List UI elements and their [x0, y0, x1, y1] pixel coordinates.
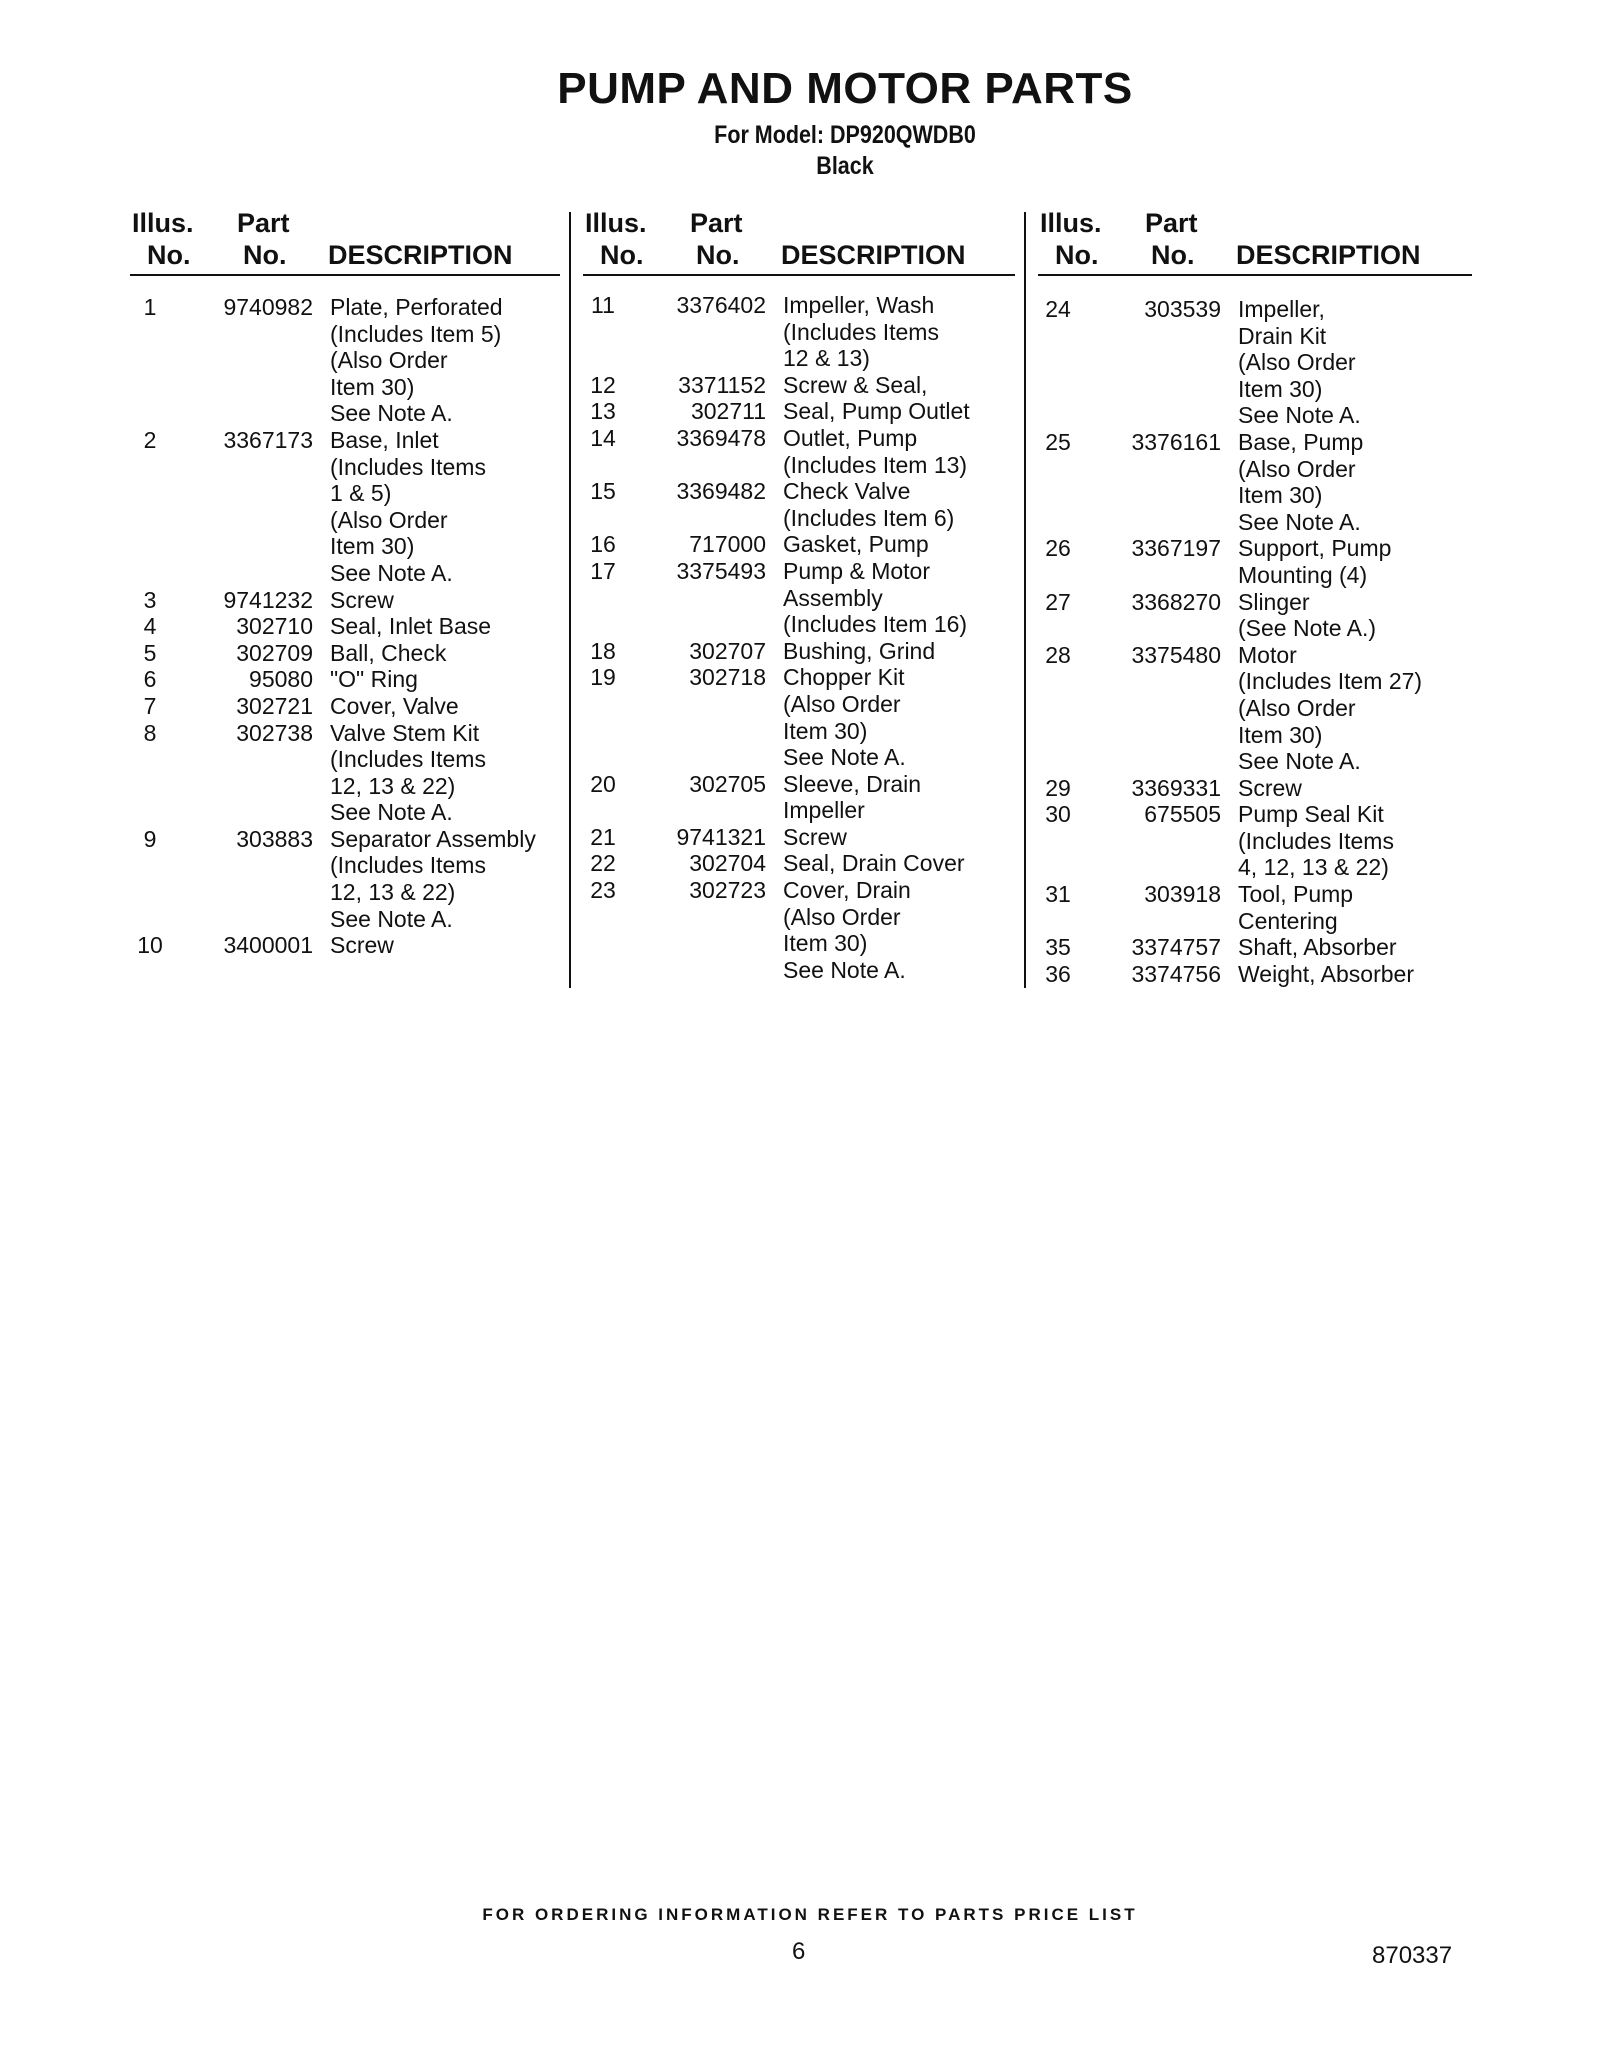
parts-row	[583, 478, 1015, 531]
part-number: 9740982	[223, 294, 313, 320]
part-number: 302738	[236, 719, 313, 746]
part-description: Seal, Drain Cover	[783, 850, 965, 877]
part-number: 302704	[689, 850, 766, 877]
header-part: Part	[237, 208, 290, 238]
part-description: Gasket, Pump	[783, 531, 929, 558]
parts-list	[1038, 296, 1472, 987]
column-divider	[569, 212, 571, 988]
header-illus-no: No.	[147, 240, 191, 270]
part-number: 3400001	[223, 932, 313, 959]
parts-row	[583, 850, 1015, 877]
parts-column-2	[583, 208, 1015, 988]
part-description: Chopper Kit (Also Order Item 30) See Note A.	[783, 664, 906, 771]
illus-number: 13	[590, 398, 616, 425]
illus-number: 19	[590, 664, 616, 691]
part-number: 302721	[236, 692, 313, 719]
illus-number: 21	[590, 823, 616, 850]
illus-number: 31	[1045, 881, 1071, 908]
parts-row	[1038, 881, 1472, 934]
header-illus: Illus.	[132, 208, 194, 238]
illus-number: 28	[1045, 641, 1071, 668]
page-title: PUMP AND MOTOR PARTS	[557, 64, 1133, 113]
part-number: 303918	[1144, 881, 1221, 908]
illus-number: 1	[143, 294, 157, 320]
header-part-no: No.	[696, 240, 740, 270]
illus-number: 27	[1045, 588, 1071, 615]
parts-list	[583, 292, 1015, 983]
parts-row	[1038, 589, 1472, 642]
part-description: Separator Assembly (Includes Items 12, 13 & 22) See Note A.	[330, 825, 536, 932]
part-number: 302705	[689, 770, 766, 797]
column-header	[583, 208, 1015, 274]
part-description: Cover, Drain (Also Order Item 30) See Note A.	[783, 877, 911, 983]
parts-row	[130, 666, 560, 693]
part-number: 302718	[689, 664, 766, 691]
header-illus: Illus.	[1040, 208, 1102, 238]
parts-column-1	[130, 208, 560, 988]
illus-number: 8	[143, 719, 157, 746]
header-illus: Illus.	[585, 208, 647, 238]
illus-number: 4	[143, 613, 157, 640]
illus-number: 2	[143, 426, 157, 453]
part-number: 3375480	[1131, 641, 1221, 668]
part-description: Outlet, Pump (Includes Item 13)	[783, 424, 968, 478]
header-rule	[130, 274, 560, 276]
part-description: Sleeve, Drain Impeller	[783, 770, 922, 824]
illus-number: 6	[143, 666, 157, 693]
part-description: Weight, Absorber	[1238, 960, 1415, 987]
color-line: Black	[816, 152, 874, 180]
parts-row	[130, 613, 560, 640]
illus-number: 5	[143, 639, 157, 666]
parts-row	[130, 932, 560, 959]
column-divider	[1024, 212, 1026, 988]
part-number: 3369331	[1131, 774, 1221, 801]
part-description: Impeller, Wash (Includes Items 12 & 13)	[783, 292, 939, 372]
illus-number: 14	[590, 424, 616, 451]
parts-row	[583, 398, 1015, 425]
part-description: Base, Inlet (Includes Items 1 & 5) (Also Order Item 30) See Note A.	[330, 426, 486, 586]
parts-row	[1038, 775, 1472, 802]
illus-number: 29	[1045, 774, 1071, 801]
part-number: 95080	[249, 666, 313, 693]
parts-row	[1038, 535, 1472, 588]
part-number: 3369478	[676, 424, 766, 451]
part-number: 3376402	[676, 292, 766, 318]
illus-number: 9	[143, 825, 157, 852]
header-part: Part	[1145, 208, 1198, 238]
header-part-no: No.	[243, 240, 287, 270]
parts-row	[583, 877, 1015, 983]
header-illus-no: No.	[600, 240, 644, 270]
parts-row	[1038, 801, 1472, 881]
parts-row	[583, 531, 1015, 558]
part-description: Seal, Inlet Base	[330, 613, 492, 640]
part-description: Ball, Check	[330, 639, 447, 666]
part-description: Motor (Includes Item 27) (Also Order Item 30) See Note A.	[1238, 641, 1423, 775]
parts-row	[1038, 642, 1472, 775]
part-description: Plate, Perforated (Includes Item 5) (Also Order Item 30) See Note A.	[330, 294, 503, 427]
illus-number: 16	[590, 531, 616, 558]
illus-number: 15	[590, 478, 616, 505]
part-description: Base, Pump (Also Order Item 30) See Note A.	[1238, 428, 1364, 535]
parts-row	[130, 826, 560, 932]
header-part-no: No.	[1151, 240, 1195, 270]
part-description: Screw & Seal,	[783, 371, 928, 398]
part-description: Seal, Pump Outlet	[783, 398, 970, 425]
part-number: 675505	[1144, 801, 1221, 828]
part-description: Pump & Motor Assembly (Includes Item 16)	[783, 557, 968, 638]
illus-number: 36	[1045, 960, 1071, 987]
part-number: 303539	[1144, 296, 1221, 322]
part-description: Impeller, Drain Kit (Also Order Item 30) See Note A.	[1238, 296, 1361, 429]
parts-row	[583, 292, 1015, 372]
parts-row	[583, 664, 1015, 770]
parts-row	[130, 587, 560, 614]
parts-row	[583, 638, 1015, 665]
part-number: 3371152	[678, 371, 766, 398]
part-number: 302711	[690, 398, 766, 425]
part-number: 9741232	[223, 586, 313, 613]
document-number: 870337	[1372, 1942, 1453, 1969]
parts-row	[1038, 296, 1472, 429]
header-description: DESCRIPTION	[328, 240, 513, 270]
parts-row	[583, 425, 1015, 478]
illus-number: 30	[1045, 801, 1071, 828]
part-number: 3374756	[1131, 960, 1221, 987]
illus-number: 35	[1045, 934, 1071, 961]
part-description: Screw	[330, 586, 394, 613]
illus-number: 24	[1045, 296, 1071, 322]
part-number: 3376161	[1131, 428, 1221, 455]
part-number: 3367197	[1131, 535, 1221, 562]
part-description: Screw	[1238, 774, 1302, 801]
header-illus-no: No.	[1055, 240, 1099, 270]
header-rule	[1038, 274, 1472, 276]
part-description: Cover, Valve	[330, 692, 459, 719]
column-header	[1038, 208, 1472, 274]
header-rule	[583, 274, 1015, 276]
parts-row	[130, 640, 560, 667]
ordering-note: FOR ORDERING INFORMATION REFER TO PARTS PRICE LIST	[482, 1905, 1138, 1924]
parts-row	[1038, 934, 1472, 961]
part-number: 3374757	[1131, 934, 1221, 961]
parts-row	[130, 720, 560, 826]
parts-list	[130, 294, 560, 959]
illus-number: 26	[1045, 535, 1071, 562]
illus-number: 7	[143, 692, 157, 719]
part-description: Valve Stem Kit (Includes Items 12, 13 & 22) See Note A.	[330, 719, 486, 826]
illus-number: 20	[590, 770, 616, 797]
part-number: 3368270	[1131, 588, 1221, 615]
parts-row	[583, 771, 1015, 824]
part-number: 3367173	[223, 426, 313, 453]
parts-row	[130, 294, 560, 427]
part-number: 302723	[689, 877, 766, 904]
illus-number: 22	[590, 850, 616, 877]
parts-row	[1038, 961, 1472, 988]
parts-column-3	[1038, 208, 1472, 988]
illus-number: 23	[590, 877, 616, 904]
part-number: 303883	[236, 825, 313, 852]
illus-number: 17	[590, 557, 616, 584]
part-description: Support, Pump Mounting (4)	[1238, 535, 1392, 588]
part-number: 302709	[236, 639, 313, 666]
parts-row	[130, 693, 560, 720]
header-part: Part	[690, 208, 743, 238]
part-number: 302710	[236, 613, 313, 640]
page-number: 6	[792, 1938, 806, 1965]
illus-number: 11	[591, 292, 615, 318]
parts-row	[583, 558, 1015, 638]
part-number: 3369482	[676, 478, 766, 505]
part-description: Screw	[783, 823, 847, 850]
header-description: DESCRIPTION	[1236, 240, 1421, 270]
part-description: Shaft, Absorber	[1238, 934, 1397, 961]
part-description: Bushing, Grind	[783, 637, 936, 664]
part-description: Tool, Pump Centering	[1238, 881, 1354, 934]
parts-row	[583, 372, 1015, 399]
illus-number: 25	[1045, 428, 1071, 455]
illus-number: 10	[137, 932, 163, 959]
part-number: 9741321	[676, 823, 766, 850]
part-description: Screw	[330, 932, 394, 959]
part-description: Check Valve (Includes Item 6)	[783, 478, 955, 531]
part-number: 3375493	[676, 557, 766, 584]
illus-number: 3	[143, 586, 157, 613]
part-number: 717000	[689, 531, 766, 558]
parts-row	[130, 427, 560, 587]
parts-row	[583, 824, 1015, 851]
column-header	[130, 208, 560, 274]
illus-number: 12	[590, 371, 616, 398]
part-description: Slinger (See Note A.)	[1238, 588, 1377, 642]
part-number: 302707	[689, 637, 766, 664]
illus-number: 18	[590, 637, 616, 664]
parts-row	[1038, 429, 1472, 535]
model-line: For Model: DP920QWDB0	[714, 121, 976, 149]
header-description: DESCRIPTION	[781, 240, 966, 270]
part-description: Pump Seal Kit (Includes Items 4, 12, 13 & 22)	[1238, 801, 1394, 881]
part-description: "O" Ring	[330, 666, 418, 693]
